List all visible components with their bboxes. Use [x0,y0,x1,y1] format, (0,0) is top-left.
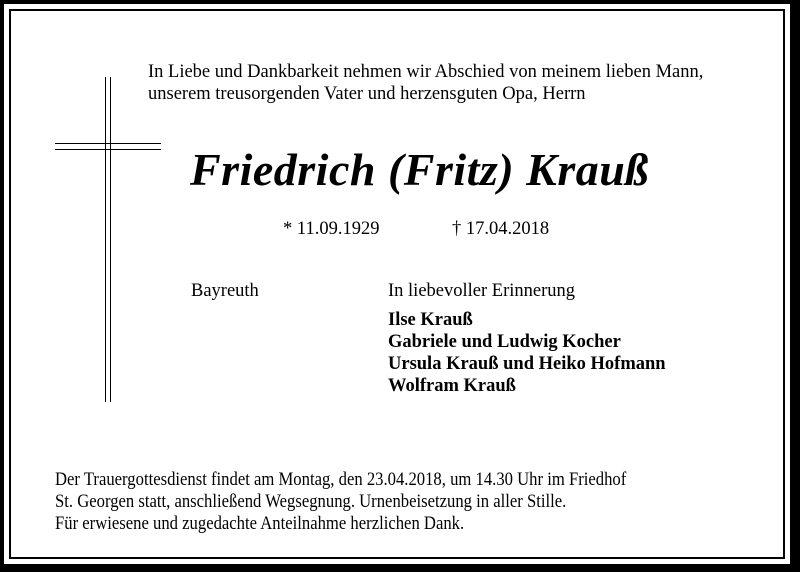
mourner: Ursula Krauß und Heiko Hofmann [388,354,666,374]
footer-line: St. Georgen statt, anschließend Wegsegnung. Urnenbeisetzung in aller Stille. [55,492,567,512]
mourner: Gabriele und Ludwig Kocher [388,332,621,352]
mourner: Wolfram Krauß [388,376,516,396]
birth-date: * 11.09.1929 [283,219,380,239]
service-info [55,469,626,535]
mourner: Ilse Krauß [388,310,473,330]
place: Bayreuth [191,281,259,301]
intro-line: In Liebe und Dankbarkeit nehmen wir Abschied von meinem lieben Mann, [148,62,704,82]
footer-line: Für erwiesene und zugedachte Anteilnahme herzlichen Dank. [55,514,465,534]
memory-heading: In liebevoller Erinnerung [388,281,575,301]
death-date: † 17.04.2018 [452,219,550,239]
cross-icon [105,77,111,402]
intro-line: unserem treusorgenden Vater und herzensguten Opa, Herrn [148,84,586,104]
mourners-list [388,309,666,397]
intro-text [148,61,703,105]
cross-icon-crossbar [55,143,161,150]
footer-line: Der Trauergottesdienst findet am Montag, den 23.04.2018, um 14.30 Uhr im Friedhof [55,470,627,490]
deceased-name: Friedrich (Fritz) Krauß [190,144,649,195]
